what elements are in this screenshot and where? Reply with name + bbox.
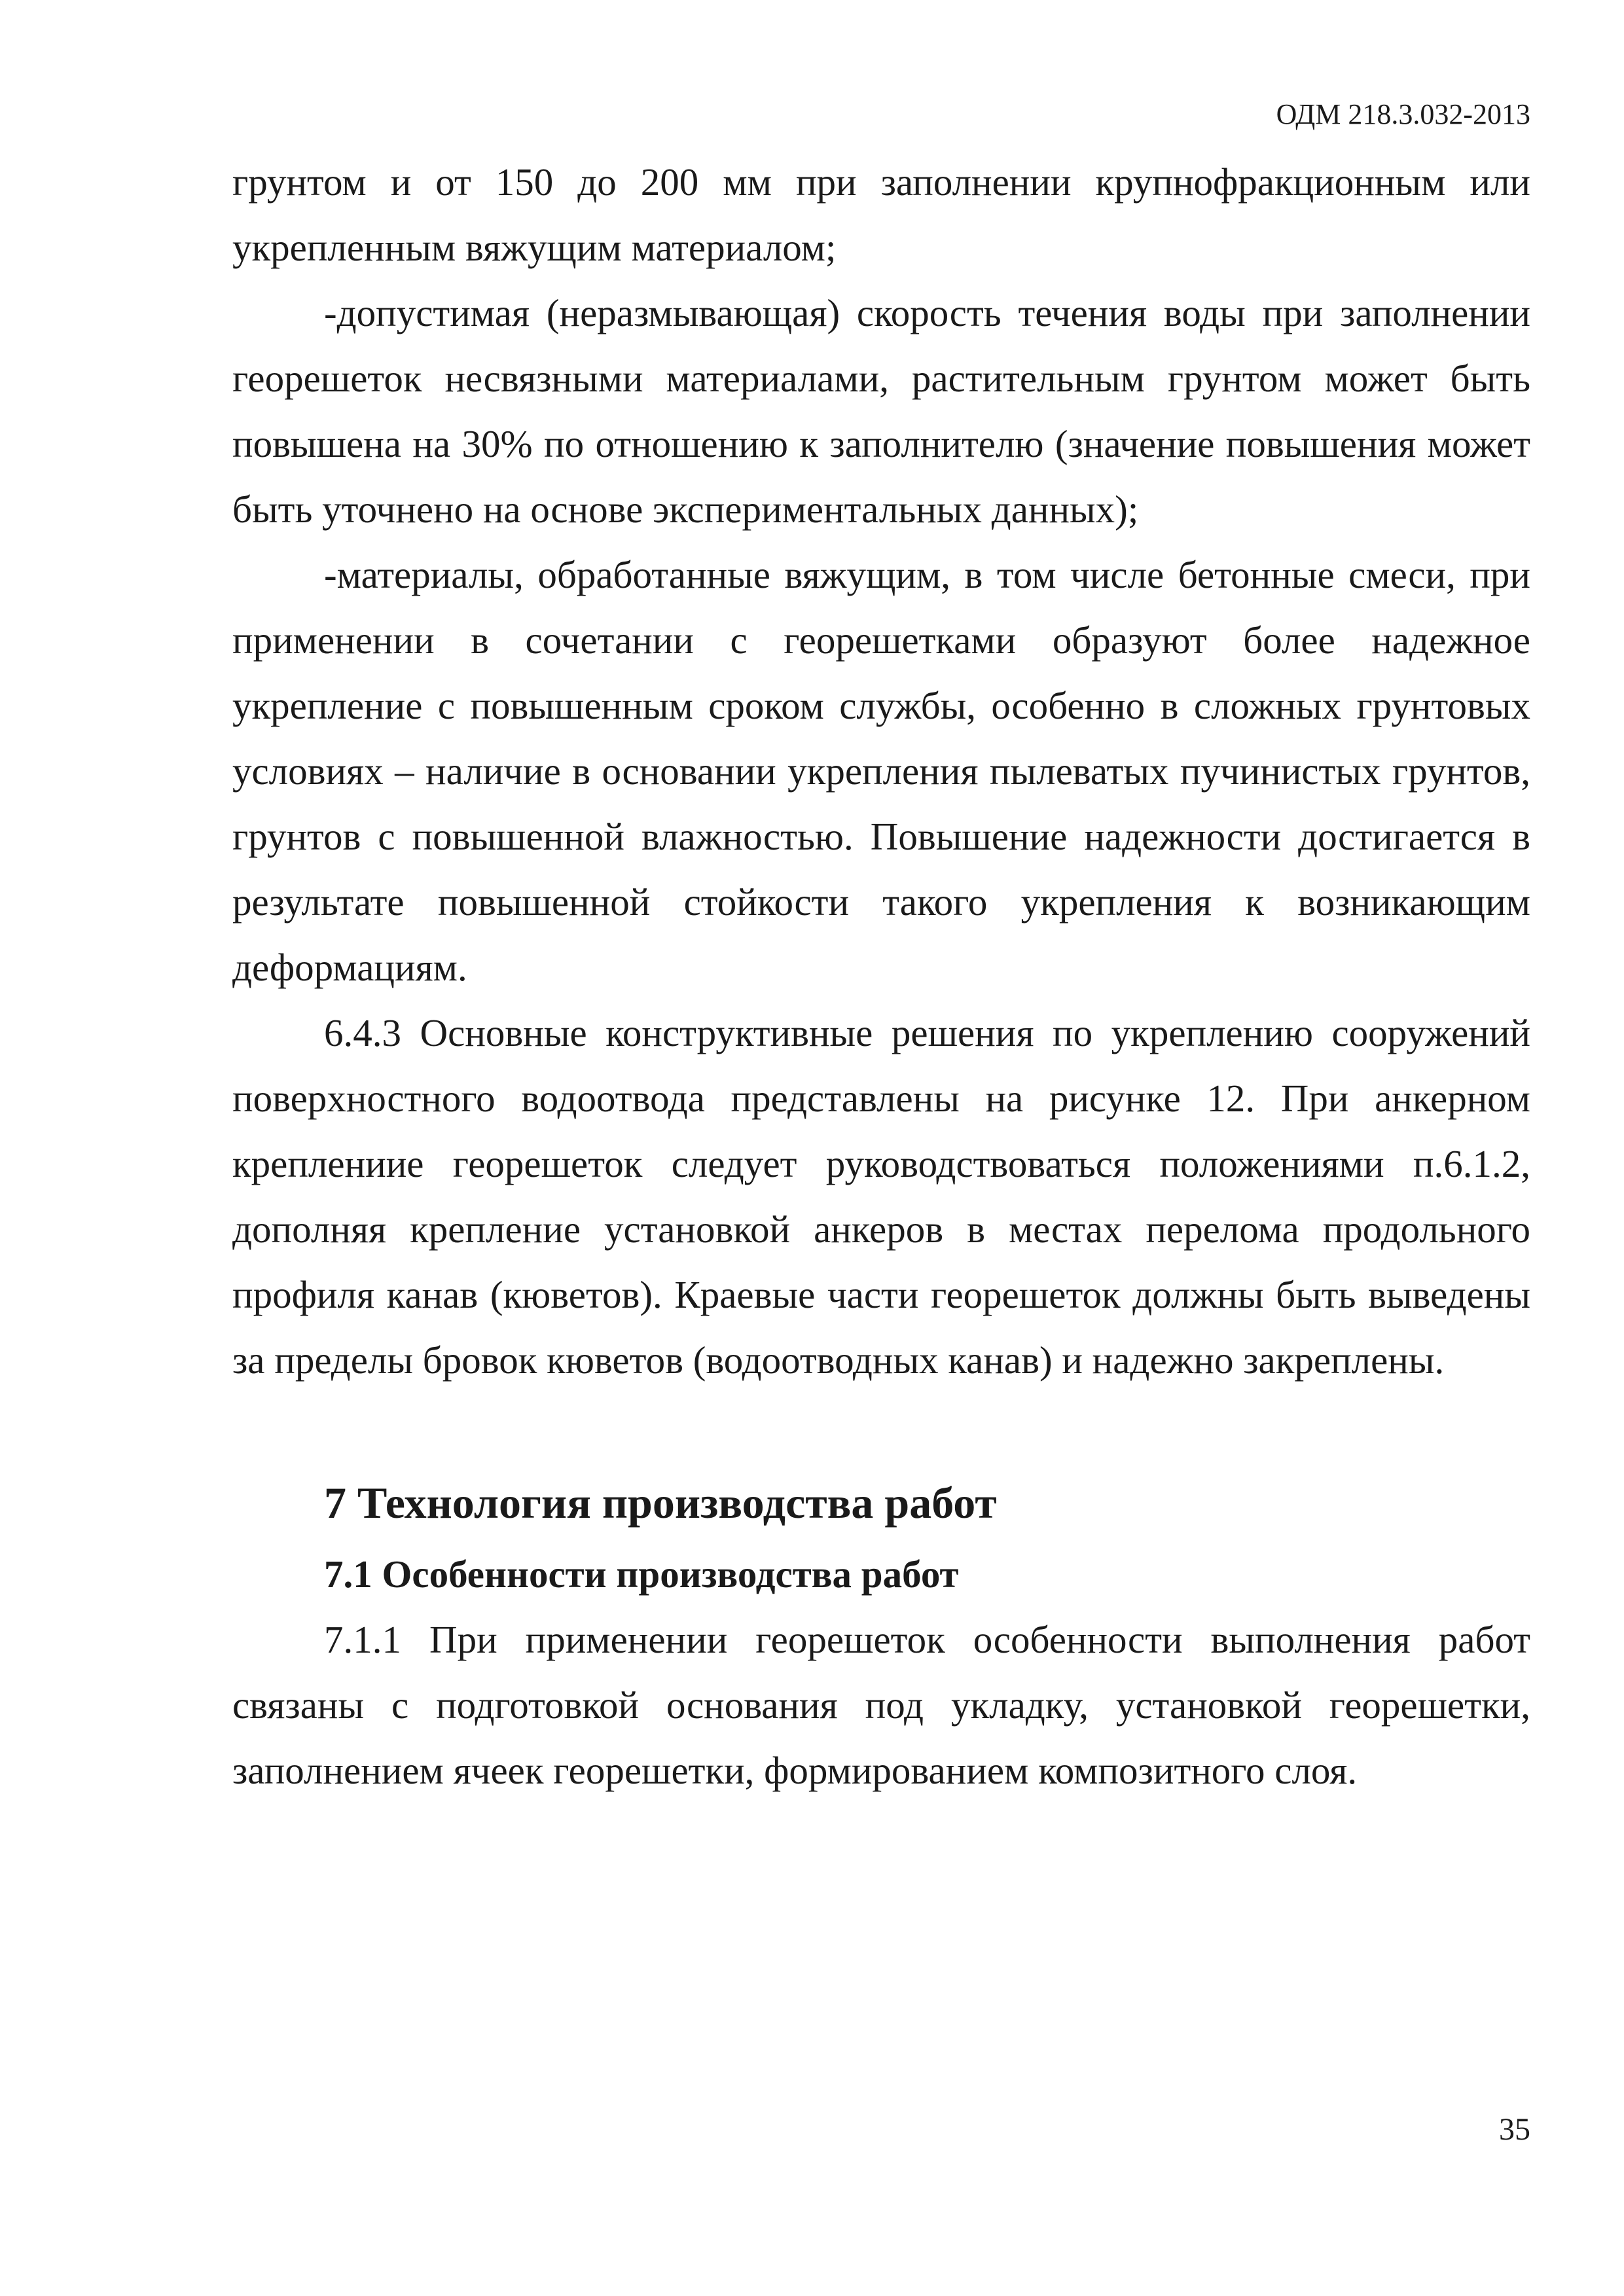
paragraph-continuation: грунтом и от 150 до 200 мм при заполнении крупнофракционным или укрепленным вяжущим материалом; (232, 160, 1530, 269)
paragraph-7-1-1: 7.1.1 При применении георешеток особенности выполнения работ связаны с подготовкой основания под укладку, установкой георешетки, заполнением ячеек георешетки, формированием композитного слоя. (232, 1618, 1530, 1792)
subsection-heading: 7.1 Особенности производства работ (324, 1552, 959, 1596)
paragraph-6-4-3: 6.4.3 Основные конструктивные решения по укреплению сооружений поверхностного водоотвода представлены на рисунке 12. При анкерном креплениие георешеток следует руководствоваться положениями п.6.1.2, дополняя крепление установкой анкеров в местах перелома продольного профиля канав (кюветов). Краевые части георешеток должны быть выведены за пределы бровок кюветов (водоотводных канав) и надежно закреплены. (232, 1011, 1530, 1382)
paragraph-binder-materials: -материалы, обработанные вяжущим, в том числе бетонные смеси, при применении в сочетании с георешетками образуют более надежное укрепление с повышенным сроком службы, особенно в сложных грунтовых условиях – наличие в основании укрепления пылеватых пучинистых грунтов, грунтов с повышенной влажностью. Повышение надежности достигается в результате повышенной стойкости такого укрепления к возникающим деформациям. (232, 553, 1530, 989)
main-text (232, 149, 1530, 1393)
section-heading: 7 Технология производства работ (324, 1478, 997, 1528)
page-number: 35 (1499, 2112, 1530, 2147)
paragraph-water-velocity: -допустимая (неразмывающая) скорость течения воды при заполнении георешеток несвязными материалами, растительным грунтом может быть повышена на 30% по отношению к заполнителю (значение повышения может быть уточнено на основе экспериментальных данных); (232, 291, 1530, 531)
section-text (232, 1607, 1530, 1803)
document-code: ОДМ 218.3.032-2013 (1276, 98, 1530, 130)
